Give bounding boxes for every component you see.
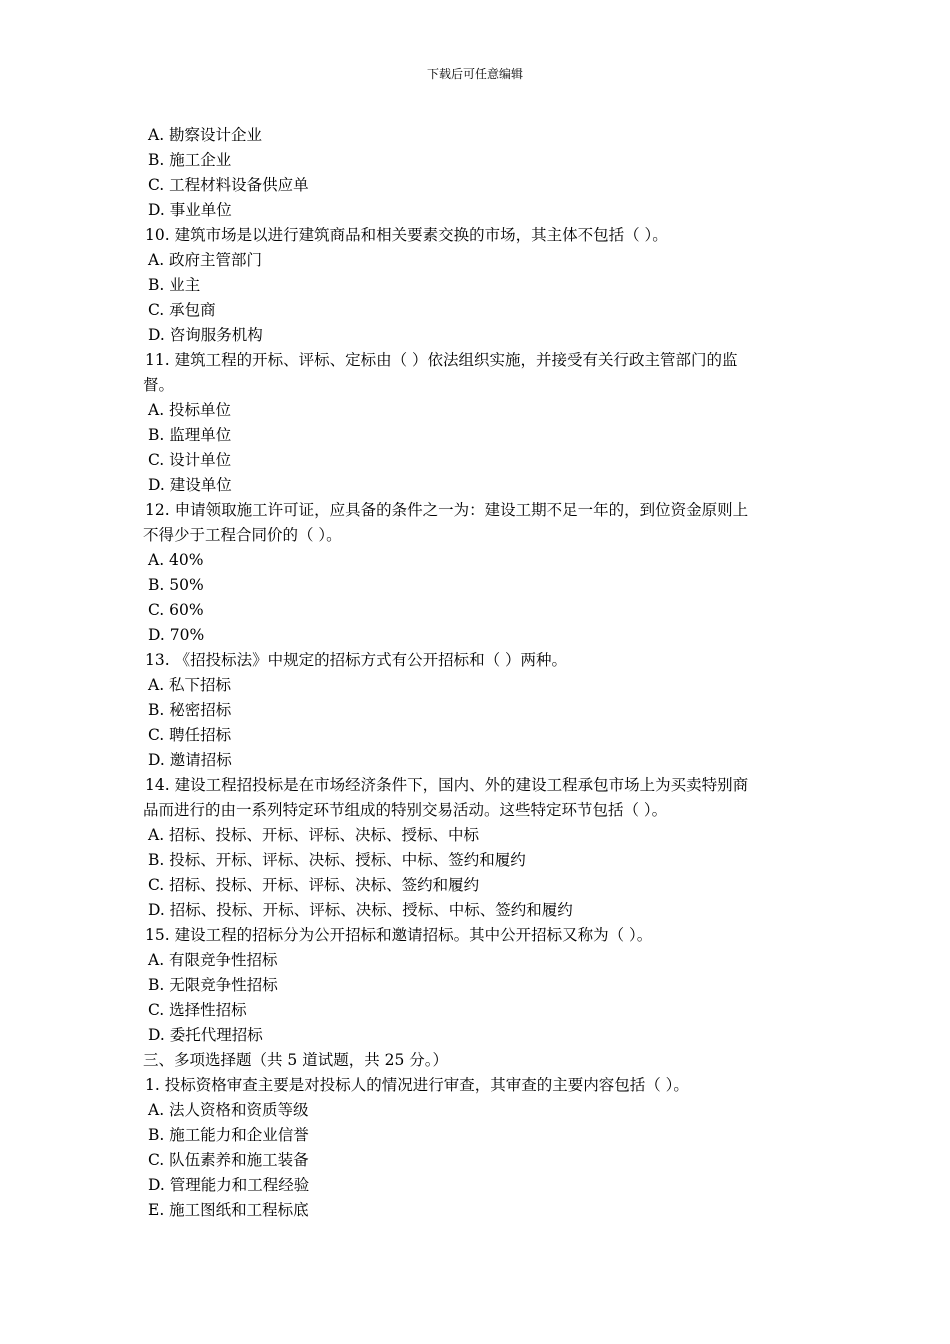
question-stem: 14. 建设工程招投标是在市场经济条件下，国内、外的建设工程承包市场上为买卖特别商 xyxy=(145,776,749,794)
answer-option: A. 有限竞争性招标 xyxy=(148,951,278,969)
question-stem: 10. 建筑市场是以进行建筑商品和相关要素交换的市场，其主体不包括（ ）。 xyxy=(145,226,668,244)
page-header: 下载后可任意编辑 xyxy=(426,67,523,81)
answer-option: D. 邀请招标 xyxy=(148,751,232,769)
answer-option: C. 设计单位 xyxy=(148,451,232,469)
answer-option: A. 政府主管部门 xyxy=(148,251,263,269)
question-stem-continuation: 不得少于工程合同价的（ ）。 xyxy=(143,526,342,544)
answer-option: D. 咨询服务机构 xyxy=(148,326,263,344)
answer-option: A. 私下招标 xyxy=(148,676,232,694)
answer-option: E. 施工图纸和工程标底 xyxy=(148,1201,309,1219)
question-stem: 15. 建设工程的招标分为公开招标和邀请招标。其中公开招标又称为（ ）。 xyxy=(145,926,653,944)
answer-option: B. 施工能力和企业信誉 xyxy=(148,1126,309,1144)
answer-option: C. 聘任招标 xyxy=(148,726,232,744)
exam-content xyxy=(143,123,811,1223)
answer-option: B. 秘密招标 xyxy=(148,701,232,719)
answer-option: B. 施工企业 xyxy=(148,151,232,169)
answer-option: B. 监理单位 xyxy=(148,426,232,444)
question-stem: 12. 申请领取施工许可证，应具备的条件之一为：建设工期不足一年的，到位资金原则上 xyxy=(145,501,749,519)
answer-option: D. 建设单位 xyxy=(148,476,232,494)
answer-option: B. 投标、开标、评标、决标、授标、中标、签约和履约 xyxy=(148,851,526,869)
answer-option: C. 队伍素养和施工装备 xyxy=(148,1151,309,1169)
answer-option: D. 招标、投标、开标、评标、决标、授标、中标、签约和履约 xyxy=(148,901,573,919)
answer-option: C. 选择性招标 xyxy=(148,1001,247,1019)
question-stem: 11. 建筑工程的开标、评标、定标由（ ）依法组织实施，并接受有关行政主管部门的监 xyxy=(145,351,738,369)
answer-option: C. 60% xyxy=(148,601,204,619)
answer-option: A. 40% xyxy=(148,551,204,569)
question-stem: 1. 投标资格审查主要是对投标人的情况进行审查，其审查的主要内容包括（ ）。 xyxy=(145,1076,689,1094)
answer-option: A. 投标单位 xyxy=(148,401,232,419)
answer-option: D. 70% xyxy=(148,626,205,644)
answer-option: B. 无限竞争性招标 xyxy=(148,976,278,994)
section-heading: 三、多项选择题（共 5 道试题，共 25 分。） xyxy=(143,1051,449,1069)
answer-option: C. 承包商 xyxy=(148,301,216,319)
answer-option: C. 工程材料设备供应单 xyxy=(148,176,309,194)
answer-option: B. 50% xyxy=(148,576,204,594)
answer-option: A. 勘察设计企业 xyxy=(148,126,263,144)
answer-option: C. 招标、投标、开标、评标、决标、签约和履约 xyxy=(148,876,480,894)
answer-option: D. 管理能力和工程经验 xyxy=(148,1176,310,1194)
answer-option: B. 业主 xyxy=(148,276,201,294)
question-stem-continuation: 品而进行的由一系列特定环节组成的特别交易活动。这些特定环节包括（ ）。 xyxy=(143,801,668,819)
answer-option: D. 委托代理招标 xyxy=(148,1026,263,1044)
question-stem-continuation: 督。 xyxy=(143,376,175,394)
answer-option: A. 招标、投标、开标、评标、决标、授标、中标 xyxy=(148,826,480,844)
answer-option: D. 事业单位 xyxy=(148,201,232,219)
answer-option: A. 法人资格和资质等级 xyxy=(148,1101,309,1119)
question-stem: 13. 《招投标法》中规定的招标方式有公开招标和（ ）两种。 xyxy=(145,651,568,669)
